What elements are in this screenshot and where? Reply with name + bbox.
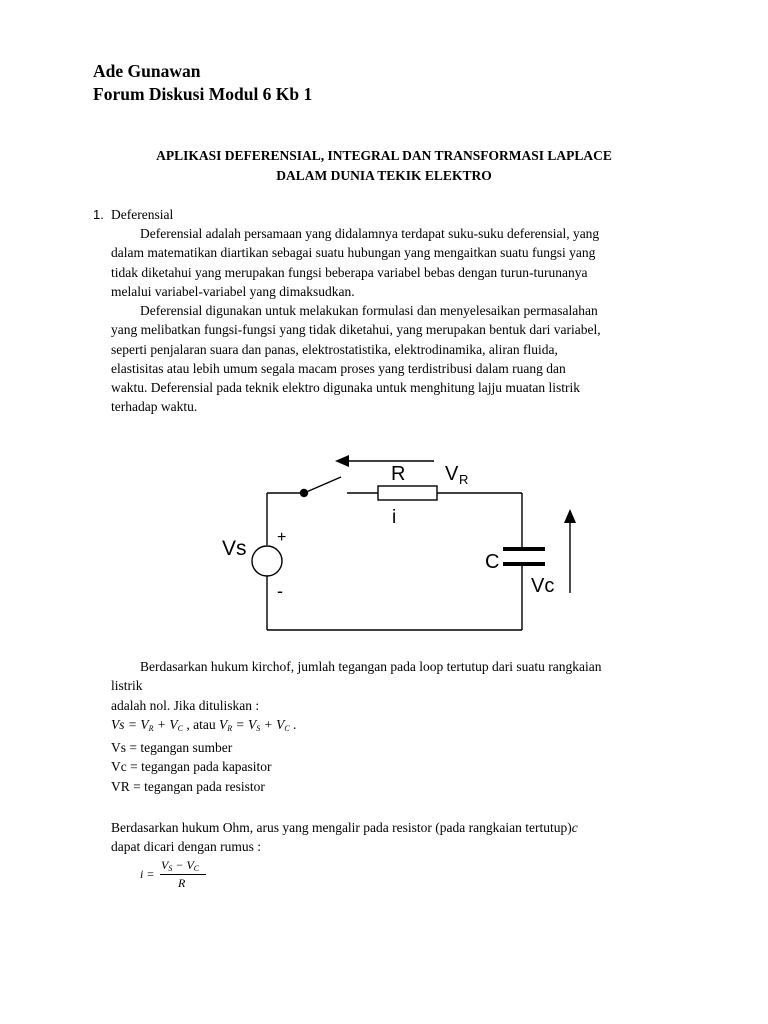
text-line: Berdasarkan hukum kirchof, jumlah tegangan pada loop tertutup dari suatu rangkaian [140,659,602,674]
minus-sign: - [277,581,283,601]
paragraph-deferensial-2 [111,301,691,417]
definition-vs: Vs = tegangan sumber [111,740,233,756]
formula-denominator: R [178,876,186,890]
vr-subscript: R [459,472,469,487]
text-line: listrik [111,678,143,694]
author-name: Ade Gunawan [93,61,201,81]
vc-arrow-head [564,509,576,523]
kirchof-equation: $Vs = V_R + V_C$ , atau $V_R = V_S + V_C$ . [111,716,297,733]
vr-label: V [445,463,459,485]
formula-numerator: $V_S - V_C$ [161,858,200,873]
switch-lever [304,477,341,493]
text-line: Deferensial adalah persamaan yang didalamnya terdapat suku-suku deferensial, yang [140,226,600,241]
section-heading: Deferensial [111,207,174,222]
text-line: tidak diketahui yang merupakan fungsi beberapa variabel bebas dengan turun-turunanya [111,264,588,280]
text-line: terhadap waktu. [111,399,198,415]
title-line-2: DALAM DUNIA TEKIK ELEKTRO [276,168,492,183]
current-label: i [392,507,397,528]
current-arrow-head [335,455,349,467]
text-line: waktu. Deferensial pada teknik elektro digunaka untuk menghitung lajju muatan listrik [111,380,580,396]
formula-lhs: i = [140,867,155,881]
plus-sign: + [277,529,287,546]
forum-title: Forum Diskusi Modul 6 Kb 1 [93,84,313,104]
document-title [0,146,768,186]
text-line: dalam matematikan diartikan sebagai suatu hubungan yang mengaitkan suatu fungsi yang [111,245,596,261]
capacitor-label: C [485,551,500,573]
vc-label: Vc [531,575,555,597]
document-header [93,60,312,106]
text-line: dapat dicari dengan rumus : [111,839,261,855]
paragraph-ohm [111,818,701,857]
resistor-label: R [391,463,406,485]
paragraph-deferensial-1 [111,224,691,301]
voltage-source-symbol [252,546,282,576]
list-number: 1. [93,207,104,222]
text-line: melalui variabel-variabel yang dimaksudkan. [111,283,355,299]
text-line: adalah nol. Jika dituliskan : [111,697,260,713]
definition-vc: Vc = tegangan pada kapasitor [111,759,272,775]
fraction-bar [160,874,206,875]
text-line: seperti penjalaran suara dan panas, elektrostatistika, elektrodinamika, aliran fluida, [111,341,558,357]
text-line: elastisitas atau lebih umum segala macam proses yang terdistribusi dalam ruang dan [111,360,566,376]
text-line: Deferensial digunakan untuk melakukan formulasi dan menyelesaikan permasalahan [140,303,598,318]
text-line: yang melibatkan fungsi-fungsi yang tidak diketahui, yang merupakan bentuk dari variabel, [111,322,601,338]
source-label: Vs [222,537,247,560]
text-line: Berdasarkan hukum Ohm, arus yang mengalir pada resistor (pada rangkaian tertutup)c [111,820,578,835]
rc-circuit-diagram [215,445,595,645]
definition-vr: VR = tegangan pada resistor [111,778,265,794]
title-line-1: APLIKASI DEFERENSIAL, INTEGRAL DAN TRANSFORMASI LAPLACE [156,148,612,163]
resistor-symbol [378,486,437,500]
paragraph-kirchof [111,657,701,796]
